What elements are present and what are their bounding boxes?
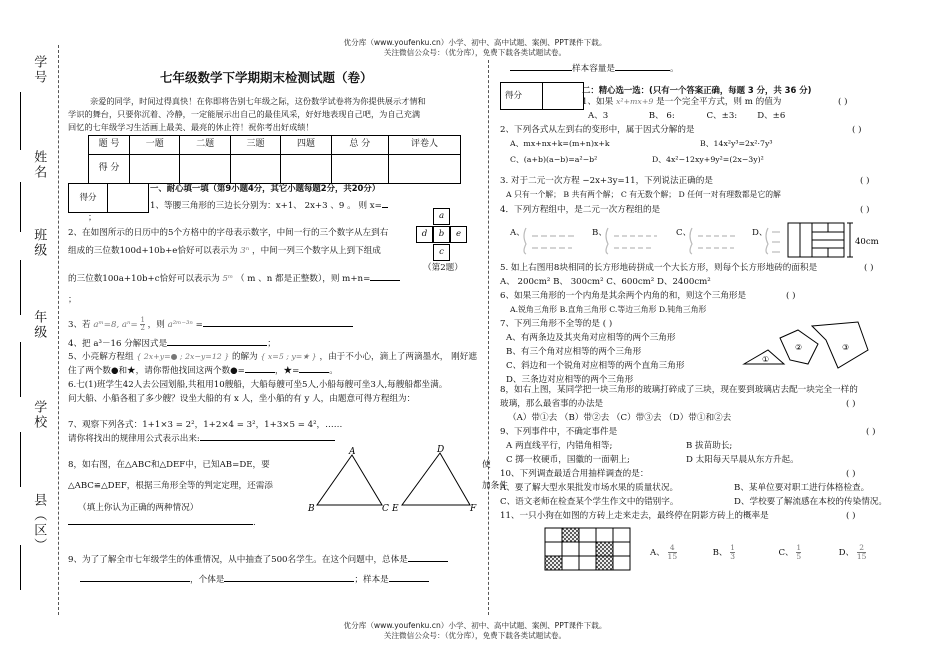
mc8-line2: 玻璃，那么最省事的办法是 <box>500 399 604 409</box>
mc5-answer-paren[interactable]: ( ) <box>864 263 874 273</box>
mc8-line1: 8，如右上图，某同学把一块三角形的玻璃打碎成了三块，现在要到玻璃店去配一块完全一样的 <box>500 385 858 395</box>
watermark-line2: 关注微信公众号：（优分库），免费下载各类试题试卷。 <box>383 47 567 57</box>
mc9-stem: 9、下列事件中，不确定事件是 <box>500 427 618 437</box>
mc1-answer-paren[interactable]: ( ) <box>838 97 848 107</box>
q2-blank[interactable] <box>370 280 400 281</box>
broken-glass-figure <box>740 320 870 372</box>
mc6-stem: 6、如果三角形的一个内角是其余两个内角的和，则这个三角形是 <box>500 291 747 301</box>
mc4-equation-systems <box>522 224 782 258</box>
q8-blank[interactable] <box>68 524 253 525</box>
q4-end: ； <box>267 339 276 349</box>
mc2-answer-paren[interactable]: ( ) <box>852 125 862 135</box>
calendar-caption: （第2题） <box>423 263 463 273</box>
mc4-option-d-label[interactable]: D、 <box>752 228 768 238</box>
fill-question-4 <box>68 339 276 350</box>
school-label: 学校 <box>31 400 47 430</box>
triangle-abc <box>317 455 382 505</box>
q9-blank-sample[interactable] <box>389 581 429 582</box>
q3-fraction <box>140 317 144 332</box>
calendar-cell: e <box>450 226 467 243</box>
q5-solution: { x=5 ; y=★ } <box>260 352 317 361</box>
mc10-option-b[interactable]: B、某单位要对职工进行体格检查。 <box>734 483 870 493</box>
mc9-option-d[interactable]: D 太阳每天早晨从东方升起。 <box>686 455 799 465</box>
q9-l2b: ；样本是 <box>354 575 389 585</box>
section1-score-label: 得分 <box>69 184 108 213</box>
class-label: 班级 <box>31 228 47 258</box>
q5-line2 <box>68 366 338 377</box>
mc3-options[interactable]: A 只有一个解； B 共有两个解； C 有无数个解； D 任何一对有理数都是它的解 <box>506 190 781 199</box>
mc7-option-d[interactable]: D、三条边对应相等的两个三角形 <box>506 375 634 385</box>
glass-label: ① <box>762 355 770 364</box>
tile-grid <box>545 528 630 570</box>
shaded-tile <box>596 542 613 556</box>
q5-l1b: 的解为 <box>231 352 258 362</box>
q9-blank-size[interactable] <box>615 70 670 71</box>
name-label: 姓名 <box>31 150 47 180</box>
mc3-stem: 3. 对于二元一次方程 −2x+3y=11，下列说法正确的是 <box>500 176 713 186</box>
plain-tile <box>579 556 596 570</box>
q6-line1: 6.七(1)班学生42人去公园划船,共租用10艘船，大船每艘可坐5人,小船每艘可坐3人,每艘船都坐满。 <box>68 380 448 390</box>
mc2-option-c[interactable]: C、(a+b)(a−b)=a²−b² <box>510 155 598 164</box>
calendar-cell: c <box>433 244 450 261</box>
q5-l2b: ，★= <box>274 366 300 376</box>
mc4-option-c-label[interactable]: C、 <box>676 228 692 238</box>
county-label: 县（区） <box>31 493 47 553</box>
mc1-option-d[interactable]: D、±6 <box>757 111 786 121</box>
intro-paragraph <box>68 95 426 134</box>
q2-exp2: 5ᵐ <box>222 274 234 284</box>
q8-answer-line: . <box>68 518 256 529</box>
mc8-options[interactable]: （A）带①去 （B）带②去 （C）带③去 （D）带①和②去 <box>508 413 732 423</box>
plain-tile <box>562 542 579 556</box>
q8-line2: △ABC≌△DEF，根据三角形全等的判定定理，还需添 <box>68 481 273 491</box>
mc2-option-d[interactable]: D、4x²−12xy+9y²=(2x−3y)² <box>652 155 764 164</box>
vertex-label: B <box>308 504 315 514</box>
q1-blank[interactable] <box>382 207 388 208</box>
fill-question-5 <box>68 352 477 363</box>
mc11-option-a-label: A、 <box>650 547 665 558</box>
score-table-score-row <box>89 155 461 184</box>
mc11-frac-c <box>796 544 801 561</box>
mc4-stem: 4．下列方程组中，是二元一次方程组的是 <box>500 205 661 215</box>
q5-l1c: ，由于不小心，滴上了两滴墨水， <box>319 352 449 362</box>
q9-l3: 样本容量是 <box>572 64 615 74</box>
watermark-line2: 关注微信公众号：（优分库），免费下载各类试题试卷。 <box>383 630 567 640</box>
floor-tile-figure <box>787 220 887 262</box>
mc7-option-c[interactable]: C、斜边和一个锐角对应相等的两个直角三角形 <box>506 361 685 371</box>
grade-line <box>20 342 21 397</box>
q9-blank-individual[interactable] <box>224 581 354 582</box>
plain-tile <box>562 556 579 570</box>
score-row-label: 得 分 <box>89 155 130 184</box>
q2-end: ； <box>68 295 77 305</box>
mc6-options[interactable]: A.锐角三角形 B.直角三角形 C.等边三角形 D.钝角三角形 <box>510 305 707 314</box>
mc1-stem: 1、如果 <box>582 97 614 107</box>
calendar-cell: b <box>433 226 450 243</box>
mc11-frac-b-den: 3 <box>730 551 735 561</box>
mc11-answer-paren[interactable]: ( ) <box>846 511 856 521</box>
q3-frac-num: 1 <box>140 316 145 324</box>
q8-line1b: 使 <box>482 460 491 470</box>
glass-piece-3 <box>812 322 868 368</box>
score-input-cell[interactable] <box>230 155 280 184</box>
mc11-option-d[interactable] <box>838 543 867 561</box>
tile-grid-figure <box>543 525 633 573</box>
mc2-stem: 2、下列各式从左到右的变形中，属于因式分解的是 <box>500 125 695 135</box>
score-input-cell[interactable] <box>130 155 180 184</box>
q4-blank[interactable] <box>167 345 267 346</box>
mc11-options <box>650 544 866 561</box>
q9-line3: 样本容量是 。 <box>510 64 679 75</box>
mc1-option-a[interactable]: A、3 <box>588 111 609 121</box>
triangle-def <box>402 453 470 505</box>
q9-line2 <box>80 575 429 586</box>
q5-l2: 住了两个数●和★，请你帮他找回这两个数●= <box>68 366 245 376</box>
mc9-option-b[interactable]: B 拔苗助长; <box>686 441 733 451</box>
mc11-frac-a <box>668 544 678 561</box>
fill-question-1 <box>150 201 388 212</box>
mc1-option-b[interactable]: B、 6: <box>648 111 675 121</box>
mc9-option-a[interactable]: A 两直线平行，内错角相等; <box>506 441 613 451</box>
q9-line1 <box>68 555 448 566</box>
q2-line2a: 组成的三位数100d+10b+e恰好可以表示为 <box>68 246 238 256</box>
mc1-expr: x²+mx+9 <box>615 97 654 106</box>
tile-dimension-label: 40cm <box>855 237 879 247</box>
calendar-cell: a <box>433 208 450 225</box>
mc11-option-a[interactable] <box>650 543 678 561</box>
watermark-bottom <box>175 621 775 641</box>
section1-heading: 一、耐心填一填（第9小题4分，其它小题每题2分，共20分） <box>150 183 381 193</box>
q8-line1: 8，如右图，在△ABC和△DEF中，已知AB=DE，要 <box>68 460 270 470</box>
q9-l2a: ，个体是 <box>190 575 225 585</box>
q3-blank[interactable] <box>203 326 353 327</box>
q3-b: ，则 <box>147 320 165 330</box>
plain-tile <box>545 542 562 556</box>
score-header-cell: 评卷人 <box>388 136 460 155</box>
section2-score-input[interactable] <box>543 83 584 110</box>
mc11-option-b-label: B、 <box>712 547 728 558</box>
watermark-line1: 优分库（www.youfenku.cn）小学、初中、高中试题、案例、PPT课件下载。 <box>343 621 607 630</box>
q7-line1: 7、观察下列各式：1+1×3 = 2²，1+2×4 = 3²，1+3×5 = 4²，…… <box>68 420 343 430</box>
section2-score-box <box>500 82 584 110</box>
score-table-header-row <box>89 136 461 155</box>
mc7-option-a[interactable]: A、有两条边及其夹角对应相等的两个三角形 <box>506 333 676 343</box>
plain-tile <box>579 528 596 542</box>
score-header-cell: 总 分 <box>331 136 388 155</box>
score-input-cell[interactable] <box>331 155 388 184</box>
mc10-answer-paren[interactable]: ( ) <box>846 469 856 479</box>
mc5-options[interactable]: A、 200cm² B、 300cm² C、600cm² D、2400cm² <box>500 277 711 287</box>
mc1-options <box>588 111 785 122</box>
q5-system: { 2x+y=● ; 2x−y=12 } <box>136 352 230 361</box>
q1-text: 1、等腰三角形的三边长分别为：x+1、 2x+3 、9 。 则 x= <box>150 201 382 211</box>
q5-blank-star[interactable] <box>299 372 329 373</box>
vertex-label: A <box>349 447 356 457</box>
mc8-answer-paren[interactable]: ( ) <box>846 399 856 409</box>
q2-exp1: 3ⁿ <box>240 246 250 256</box>
mc10-option-d[interactable]: D、学校要了解流感在本校的传染情况。 <box>734 497 887 507</box>
q2-line3b: （ m 、n 都是正整数），则 m+n= <box>235 274 371 284</box>
score-header-cell: 一题 <box>130 136 180 155</box>
section1-score-input[interactable] <box>108 184 149 213</box>
q3-c: = <box>195 320 203 330</box>
mc4-answer-paren[interactable]: ( ) <box>860 205 870 215</box>
vertex-label: F <box>470 504 477 514</box>
score-input-cell[interactable] <box>180 155 230 184</box>
class-line <box>20 260 21 315</box>
mc1-option-c[interactable]: C、±3: <box>706 111 738 121</box>
section2-heading: 二：精心选一选：(只有一个答案正确，每题 3 分，共 36 分) <box>582 85 812 95</box>
intro-line: 学识的舞台，只要你沉着、冷静，一定能展示出自己的最佳风采，好好地表现自己吧，为自己充满 <box>68 109 421 120</box>
q7-line2 <box>68 434 335 445</box>
mc-question-1 <box>582 97 781 108</box>
mc9-option-c[interactable]: C 掷一枚硬币，国徽的一面朝上; <box>506 455 630 465</box>
student-no-line <box>20 92 21 150</box>
mc6-answer-paren[interactable]: ( ) <box>786 291 796 301</box>
q6-line2: 问大船、小船各租了多少艘？设坐大船的有 x 人，坐小船的有 y 人，由题意可得方程组为： <box>68 394 416 404</box>
mc11-frac-d <box>857 544 867 561</box>
mc11-frac-d-den: 15 <box>856 551 867 561</box>
q4-text: 4、把 a³－16 分解因式是 <box>68 339 168 349</box>
mc10-stem: 10、下列调查最适合用抽样调查的是： <box>500 469 649 479</box>
q9-blank-population-cont[interactable] <box>80 581 190 582</box>
mc11-frac-d-num: 2 <box>857 544 867 553</box>
q7-l2: 请你将找出的规律用公式表示出来: <box>68 434 200 444</box>
mc1-stem2: 是一个完全平方式，则 m 的值为 <box>656 97 782 107</box>
plain-tile <box>613 528 630 542</box>
mc7-option-b[interactable]: B、有三个角对应相等的两个三角形 <box>506 347 642 357</box>
shaded-tile <box>596 556 613 570</box>
mc11-option-c[interactable] <box>778 543 802 561</box>
shaded-tile <box>562 528 579 542</box>
plain-tile <box>613 542 630 556</box>
county-line <box>20 545 21 590</box>
q3-frac-den: 2 <box>140 324 145 332</box>
mc3-answer-paren[interactable]: ( ) <box>860 176 870 186</box>
score-header-cell: 四题 <box>281 136 331 155</box>
q2-line2b: ，中间一列三个数字从上到下组成 <box>251 246 381 256</box>
fill-question-3 <box>68 317 353 332</box>
mc4-option-b-label[interactable]: B、 <box>592 228 607 238</box>
q5-blank-dot[interactable] <box>245 372 275 373</box>
mc11-option-b[interactable] <box>712 543 735 561</box>
mc11-stem: 11、一只小狗在如图的方砖上走来走去，最终停在阴影方砖上的概率是 <box>500 511 769 521</box>
score-header-cell: 题 号 <box>89 136 130 155</box>
watermark-line1: 优分库（www.youfenku.cn）小学、初中、高中试题、案例、PPT课件下载。 <box>343 38 607 47</box>
q5-l1a: 5、小亮解方程组 <box>68 352 134 362</box>
page-title: 七年级数学下学期期末检测试题（卷） <box>160 70 373 85</box>
mc10-option-c[interactable]: C、语文老师在检查某个学生作文中的错别字。 <box>500 497 679 507</box>
calendar-cell: d <box>416 226 433 243</box>
mc11-option-d-label: D、 <box>838 547 855 558</box>
q2-line3 <box>68 274 400 285</box>
mc4-option-a-label[interactable]: A、 <box>510 228 525 238</box>
section2-score-label: 得分 <box>501 83 543 110</box>
score-input-cell[interactable] <box>388 155 460 184</box>
mc11-frac-c-num: 1 <box>796 543 802 552</box>
mc11-option-c-label: C、 <box>778 547 794 558</box>
glass-label: ② <box>795 343 803 352</box>
q2-line2 <box>68 246 381 257</box>
section1-score-box <box>68 183 149 213</box>
q7-blank[interactable] <box>200 440 335 441</box>
watermark-top <box>175 38 775 58</box>
q8-line3: （填上你认为正确的两种情况） <box>78 503 199 513</box>
plain-tile <box>596 528 613 542</box>
q5-end: 。 <box>329 366 338 376</box>
score-header-cell: 三题 <box>230 136 280 155</box>
mc7-stem: 7、下列三角形不全等的是 ( ) <box>500 319 613 329</box>
q8-triangles-figure <box>302 443 487 515</box>
glass-label: ③ <box>842 343 850 352</box>
vertex-label: D <box>437 445 445 455</box>
seal-line <box>58 45 59 615</box>
mc11-frac-b-num: 1 <box>730 543 735 552</box>
q5-l1d: 刚好遮 <box>451 352 477 362</box>
q3-expr: aᵐ=8, aⁿ= <box>93 320 138 330</box>
mc11-frac-a-num: 4 <box>668 544 678 553</box>
student-no-label: 学号 <box>31 55 47 85</box>
mc11-frac-a-den: 15 <box>667 551 678 561</box>
mc11-frac-b <box>730 544 735 561</box>
intro-line: 回忆的七年级学习生活画上最美、最亮的休止符！祝你考出好成绩！ <box>68 122 314 133</box>
q2-line1: 2、在如图所示的日历中的5个方格中的字母表示数字，中间一行的三个数字从左到右 <box>68 228 389 238</box>
mc2-option-a[interactable]: A、mx+nx+k=(m+n)x+k <box>510 139 610 148</box>
q9-blank-population[interactable] <box>408 561 448 562</box>
school-line <box>20 432 21 487</box>
mc11-frac-c-den: 5 <box>796 551 802 561</box>
q3-expr2: a²ᵐ⁻³ⁿ <box>167 320 193 330</box>
intro-line: 亲爱的同学，时间过得真快！在你即将告别七年级之际，这份数学试卷将为你提供展示才情和 <box>90 96 426 106</box>
mc9-answer-paren[interactable]: ( ) <box>866 427 876 437</box>
plain-tile <box>579 542 596 556</box>
shaded-tile <box>545 556 562 570</box>
q9-blank-sample-cont[interactable] <box>510 70 572 71</box>
q1-end: ； <box>88 213 97 223</box>
score-header-cell: 二题 <box>180 136 230 155</box>
vertex-label: C <box>382 504 389 514</box>
mc10-option-a[interactable]: A、要了解大型水果批发市场水果的质量状况。 <box>500 483 679 493</box>
q8-line2b: 加条件 <box>482 481 508 491</box>
score-table <box>88 135 461 184</box>
plain-tile <box>545 528 562 542</box>
q2-line3a: 的三位数100a+10b+c恰好可以表示为 <box>68 274 220 284</box>
mc5-stem: 5. 如上右图用8块相同的长方形地砖拼成一个大长方形，则每个长方形地砖的面积是 <box>500 263 818 273</box>
grade-label: 年级 <box>31 310 47 340</box>
vertex-label: E <box>392 504 399 514</box>
mc2-option-b[interactable]: B、14x²y³=2x²·7y³ <box>700 139 773 148</box>
score-input-cell[interactable] <box>281 155 331 184</box>
q3-a: 3、若 <box>68 320 91 330</box>
q9-l1: 9、为了了解全市七年级学生的体重情况，从中抽查了500名学生。在这个问题中，总体是 <box>68 555 408 565</box>
plain-tile <box>613 556 630 570</box>
column-divider <box>488 60 489 615</box>
name-line <box>20 182 21 232</box>
